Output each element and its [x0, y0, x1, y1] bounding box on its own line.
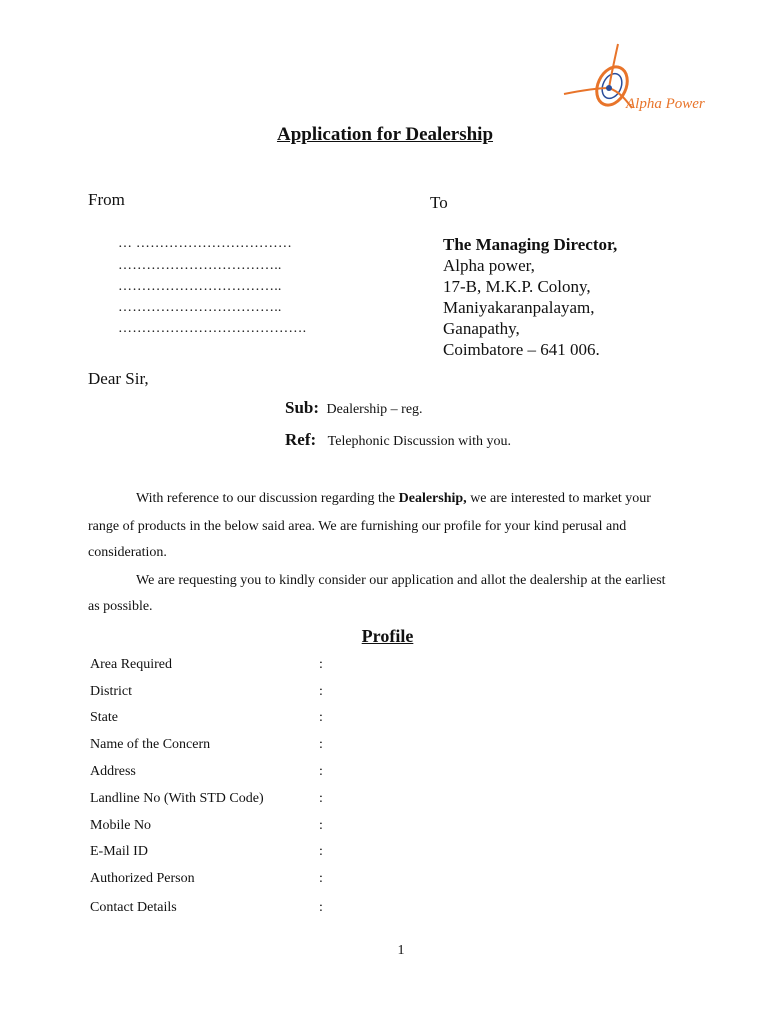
from-label: From — [88, 190, 125, 209]
page-title: Application for Dealership — [276, 124, 494, 145]
from-address-line: …………………………….. — [118, 258, 282, 273]
from-address-line: …………………………………. — [118, 321, 307, 336]
profile-field-colon: : — [319, 657, 323, 672]
profile-field-colon: : — [319, 791, 323, 806]
subject-label: Sub: — [285, 398, 320, 417]
profile-field-label: Landline No (With STD Code) — [90, 791, 264, 806]
subject-line — [285, 398, 423, 418]
to-address-line: Ganapathy, — [443, 319, 520, 338]
to-address-line: Alpha power, — [443, 256, 535, 275]
profile-field-label: District — [90, 684, 132, 699]
body-emphasis: Dealership, — [398, 491, 467, 506]
to-address-line: Coimbatore – 641 006. — [443, 340, 600, 359]
to-address-line: 17-B, M.K.P. Colony, — [443, 277, 591, 296]
body-paragraph-2-line-1: We are requesting you to kindly consider our application and allot the dealership at the earliest — [136, 573, 666, 588]
reference-line — [285, 430, 511, 450]
profile-field-label: E-Mail ID — [90, 844, 148, 859]
profile-title: Profile — [361, 626, 414, 646]
to-label: To — [430, 193, 448, 212]
from-address-line: … …………………………… — [118, 236, 293, 251]
body-text: we are interested to market your — [466, 491, 651, 506]
from-address-line: …………………………….. — [118, 300, 282, 315]
alpha-power-logo — [560, 42, 710, 122]
profile-field-label: Area Required — [90, 657, 173, 672]
profile-field-label: Name of the Concern — [90, 737, 211, 752]
profile-field-label: State — [90, 710, 118, 725]
to-address-line: Maniyakaranpalayam, — [443, 298, 595, 317]
body-paragraph-1-line-2: range of products in the below said area. We are furnishing our profile for your kind perusal and — [88, 519, 627, 534]
body-paragraph-1-line-1 — [136, 491, 651, 507]
profile-field-label: Mobile No — [90, 818, 152, 833]
to-address-line: The Managing Director, — [443, 235, 618, 254]
profile-field-label: Authorized Person — [90, 871, 195, 886]
svg-text:Alpha Power: Alpha Power — [626, 96, 705, 112]
reference-label: Ref: — [285, 430, 317, 449]
profile-field-label: Address — [90, 764, 136, 779]
profile-field-label: Contact Details — [90, 900, 177, 915]
profile-field-colon: : — [319, 684, 323, 699]
page-number: 1 — [397, 943, 405, 958]
body-text: With reference to our discussion regarding the — [136, 491, 399, 506]
from-address-line: …………………………….. — [118, 279, 282, 294]
profile-field-colon: : — [319, 900, 323, 915]
body-paragraph-1-line-3: consideration. — [88, 545, 167, 560]
reference-text: Telephonic Discussion with you. — [327, 434, 511, 449]
body-paragraph-2-line-2: as possible. — [88, 599, 153, 614]
profile-field-colon: : — [319, 710, 323, 725]
profile-field-colon: : — [319, 818, 323, 833]
profile-field-colon: : — [319, 764, 323, 779]
salutation: Dear Sir, — [88, 369, 149, 388]
subject-text: Dealership – reg. — [326, 402, 423, 417]
profile-field-colon: : — [319, 737, 323, 752]
profile-field-colon: : — [319, 844, 323, 859]
profile-field-colon: : — [319, 871, 323, 886]
